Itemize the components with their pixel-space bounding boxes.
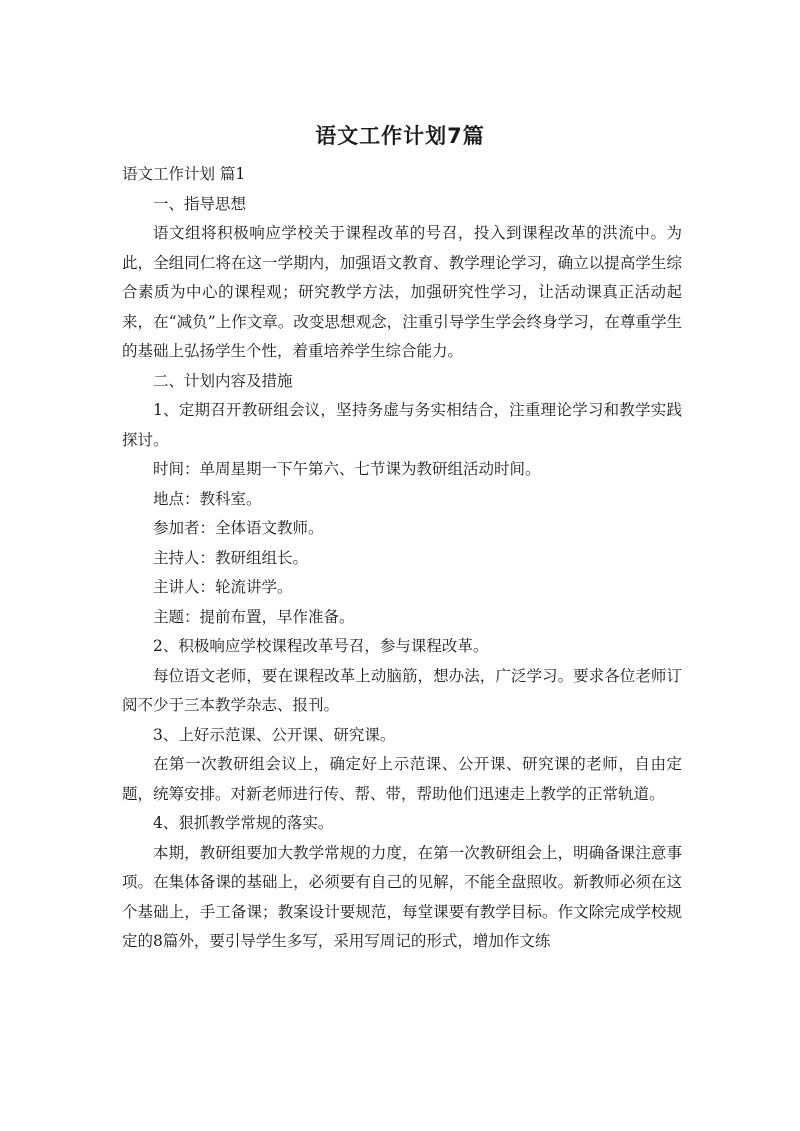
meeting-participants: 参加者：全体语文教师。 bbox=[153, 519, 324, 537]
paragraph: 语文组将积极响应学校关于课程改革的号召，投入到课程改革的洪流中。为此，全组同仁将在这一学期内，加强语文教育、教学理论学习，确立以提高学生综合素质为中心的课程观；研究教学方法，加强研究性学习，让活动课真正活动起来，在“减负”上作文章。改变思想观念，注重引导学生学会终身学习，在尊重学生的基础上弘扬学生个性，着重培养学生综合能力。 bbox=[122, 224, 682, 360]
heading-plan-measures: 二、计划内容及措施 bbox=[153, 371, 293, 390]
document-title: 语文工作计划7篇 bbox=[315, 124, 485, 148]
list-item-1: 1、定期召开教研组会议，坚持务虚与务实相结合，注重理论学习和教学实践探讨。 bbox=[122, 401, 682, 449]
heading-guiding-thought: 一、指导思想 bbox=[153, 194, 247, 213]
list-item-2: 2、积极响应学校课程改革号召，参与课程改革。 bbox=[153, 637, 489, 655]
document-body bbox=[122, 160, 682, 957]
meeting-host: 主持人：教研组组长。 bbox=[153, 548, 309, 567]
paragraph: 本期，教研组要加大教学常规的力度，在第一次教研组会上，明确备课注意事项。在集体备课的基础上，必须要有自己的见解，不能全盘照收。新教师必须在这个基础上，手工备课；教案设计要规范，每堂课要有教学目标。作文除完成学校规定的8篇外，要引导学生多写，采用写周记的形式，增加作文练 bbox=[122, 843, 682, 950]
meeting-location: 地点：教科室。 bbox=[153, 489, 262, 508]
section-heading: 语文工作计划 篇1 bbox=[122, 165, 246, 183]
paragraph: 在第一次教研组会议上，确定好上示范课、公开课、研究课的老师，自由定题，统筹安排。对新老师进行传、帮、带，帮助他们迅速走上教学的正常轨道。 bbox=[122, 755, 682, 803]
list-item-4: 4、狠抓教学常规的落实。 bbox=[153, 814, 334, 832]
meeting-time: 时间：单周星期一下午第六、七节课为教研组活动时间。 bbox=[153, 460, 541, 478]
meeting-speaker: 主讲人：轮流讲学。 bbox=[153, 578, 293, 596]
list-item-3: 3、上好示范课、公开课、研究课。 bbox=[153, 725, 396, 744]
paragraph: 每位语文老师，要在课程改革上动脑筋，想办法，广泛学习。要求各位老师订阅不少于三本教学杂志、报刊。 bbox=[122, 666, 682, 714]
meeting-topic: 主题：提前布置，早作准备。 bbox=[153, 607, 355, 626]
